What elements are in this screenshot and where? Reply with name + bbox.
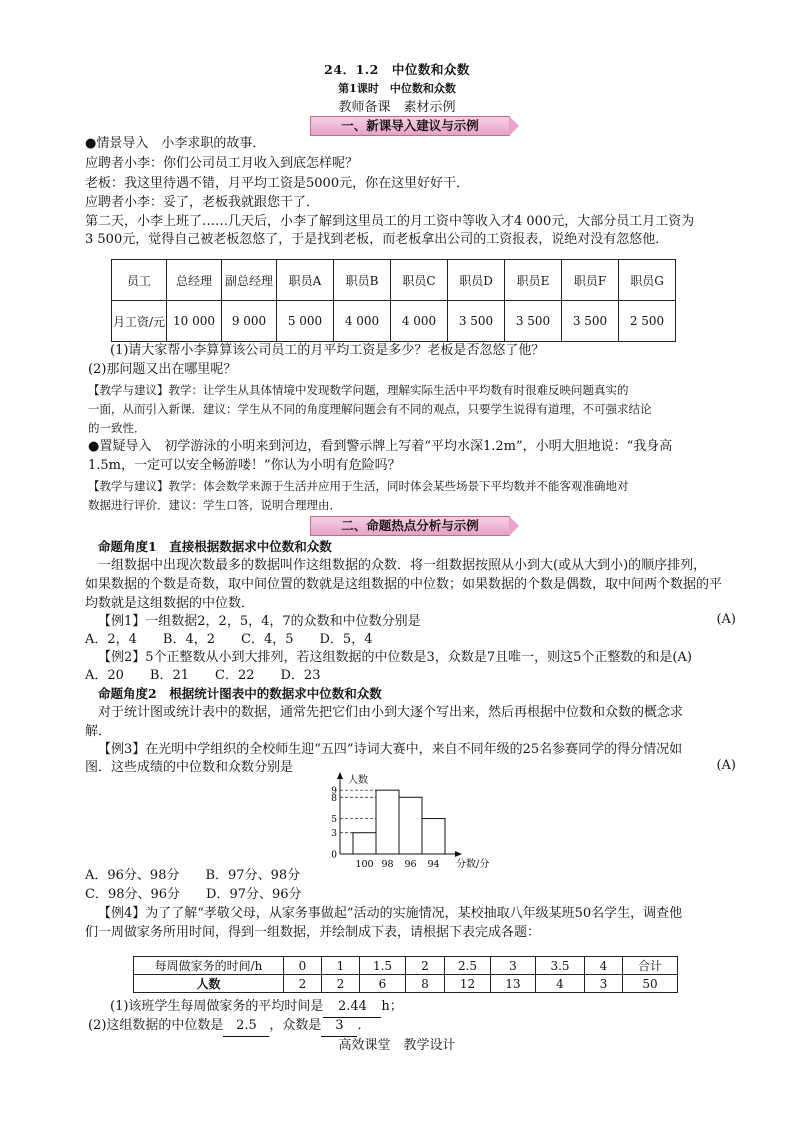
fill-question	[110, 997, 770, 1018]
angle-title: 命题角度1 直接根据数据求中位数和众数	[98, 539, 332, 554]
example-stem: 【例2】5个正整数从小到大排列，若这组数据的中位数是3，众数是7且唯一，则这5个正整数的和是(A)	[98, 650, 692, 665]
y-tick-label: 8	[331, 793, 337, 804]
table-cell: 50	[623, 975, 678, 993]
answer-blank: 3	[321, 1016, 357, 1037]
salary-table	[111, 259, 676, 342]
table-cell: 5 000	[277, 301, 334, 342]
table-cell: 9 000	[222, 301, 277, 342]
example-stem: 图．这些成绩的中位数和众数分别是	[85, 760, 294, 775]
table-cell: 4	[585, 957, 623, 975]
example-options: C．98分、96分 D．97分、96分	[85, 887, 302, 902]
answer-blank: 2.5	[223, 1016, 269, 1037]
angle-text: 解．	[85, 724, 112, 739]
question-text: ，众数是	[269, 1018, 322, 1033]
question-text: h；	[381, 999, 403, 1014]
page-footer: 高效课堂 教学设计	[338, 1038, 456, 1053]
table-cell: 3 500	[448, 301, 505, 342]
table-cell: 职员F	[562, 260, 619, 301]
table-cell: 每周做家务的时间/h	[134, 957, 284, 975]
table-cell: 3.5	[536, 957, 585, 975]
y-axis-arrow	[337, 772, 343, 779]
intro2-line: ●置疑导入 初学游泳的小明来到河边，看到警示牌上写着“平均水深1.2m”，小明大胆地说：“我身高	[88, 439, 673, 454]
x-tick-label: 98	[381, 859, 394, 870]
angle-text: 对于统计图或统计表中的数据，通常先把它们由小到大逐个写出来，然后再根据中位数和众数的概念求	[98, 705, 684, 720]
table-cell: 合计	[623, 957, 678, 975]
table-cell: 4 000	[391, 301, 448, 342]
table-cell: 职员C	[391, 260, 448, 301]
question-line: (2)那问题又出在哪里呢？	[88, 362, 237, 377]
advice-line: 一面，从而引入新课．建议：学生从不同的角度理解问题会有不同的观点，只要学生说得有道理，不可强求结论	[88, 402, 652, 416]
example-stem: 【例1】一组数据2，2，5，4，7的众数和中位数分别是	[98, 614, 421, 629]
table-row	[134, 975, 678, 993]
table-cell: 员工	[112, 260, 167, 301]
y-tick-label: 5	[331, 815, 337, 826]
table-cell: 总经理	[167, 260, 222, 301]
table-row	[112, 260, 676, 301]
table-cell: 2	[406, 957, 445, 975]
advice-line: 的一致性．	[88, 421, 146, 435]
advice-line: 【教学与建议】教学：体会数学来源于生活并应用于生活，同时体会某些场景下平均数并不能客观准确地对	[88, 479, 629, 493]
angle-text: 如果数据的个数是奇数，取中间位置的数就是这组数据的中位数；如果数据的个数是偶数，取中间两个数据的平	[85, 577, 723, 592]
section-heading: 教师备课 素材示例	[338, 100, 456, 115]
table-cell: 2.5	[445, 957, 491, 975]
intro-line: 应聘者小李：你们公司员工月收入到底怎样呢？	[85, 156, 359, 171]
advice-line: 【教学与建议】教学：让学生从具体情境中发现数学问题，理解实际生活中平均数有时很难反映问题真实的	[88, 383, 629, 397]
table-cell: 职员E	[505, 260, 562, 301]
table-cell: 10 000	[167, 301, 222, 342]
table-cell: 2	[322, 975, 360, 993]
table-cell: 月工资/元	[112, 301, 167, 342]
example-stem: 们一周做家务所用时间，得到一组数据，并绘制成下表，请根据下表完成各题：	[85, 925, 541, 940]
page-title: 24．1.2 中位数和众数	[324, 62, 470, 77]
example-options: A．20 B．21 C．22 D．23	[85, 668, 321, 683]
x-tick-label: 100	[355, 859, 374, 870]
chores-table	[133, 956, 678, 993]
bar	[376, 790, 399, 854]
angle-title: 命题角度2 根据统计图表中的数据求中位数和众数	[98, 686, 382, 701]
example-answer: (A)	[716, 758, 736, 773]
y-tick-label: 3	[331, 829, 337, 840]
advice-line: 数据进行评价．建议：学生口答，说明合理理由．	[88, 498, 341, 512]
question-text: (2)这组数据的中位数是	[88, 1018, 224, 1033]
table-cell: 2 500	[619, 301, 676, 342]
example-options: A．96分、98分 B．97分、98分	[85, 868, 301, 883]
table-row	[134, 957, 678, 975]
example-stem: 【例3】在光明中学组织的全校师生迎“五四”诗词大赛中，来自不同年级的25名参赛同学的得分情况如	[98, 742, 683, 757]
table-cell: 3 500	[562, 301, 619, 342]
y-tick-label: 9	[331, 786, 337, 797]
table-cell: 职员A	[277, 260, 334, 301]
intro-line: 老板：我这里待遇不错，月平均工资是5000元，你在这里好好干．	[85, 176, 470, 191]
table-cell: 1	[322, 957, 360, 975]
intro-line: 第二天，小李上班了……几天后，小李了解到这里员工的月工资中等收入才4 000元，大部分员工月工资为	[85, 214, 695, 229]
intro-line: ●情景导入 小李求职的故事．	[85, 136, 266, 151]
question-text: ．	[357, 1018, 371, 1033]
bar	[353, 833, 376, 854]
example-stem: 【例4】为了了解“孝敬父母，从家务事做起”活动的实施情况，某校抽取八年级某班50名学生，调查他	[98, 906, 683, 921]
x-axis-arrow	[455, 851, 462, 857]
table-cell: 12	[445, 975, 491, 993]
intro-line: 3 500元，觉得自己被老板忽悠了，于是找到老板，而老板拿出公司的工资报表，说绝对没有忽悠他．	[85, 232, 669, 247]
question-text: (1)该班学生每周做家务的平均时间是	[110, 999, 324, 1014]
table-cell: 人数	[134, 975, 284, 993]
table-cell: 8	[406, 975, 445, 993]
answer-blank: 2.44	[323, 997, 381, 1018]
bar	[399, 797, 422, 854]
table-cell: 3	[491, 957, 536, 975]
table-cell: 4	[536, 975, 585, 993]
x-axis-label: 分数/分	[456, 859, 490, 870]
angle-text: 均数就是这组数据的中位数．	[85, 596, 255, 611]
table-row	[112, 301, 676, 342]
intro-line: 应聘者小李：妥了，老板我就跟您干了．	[85, 195, 320, 210]
question-line: (1)请大家帮小李算算该公司员工的月平均工资是多少？老板是否忽悠了他？	[110, 343, 545, 358]
table-cell: 1.5	[360, 957, 406, 975]
y-tick-label: 0	[331, 850, 337, 861]
table-cell: 2	[284, 975, 322, 993]
x-tick-label: 94	[427, 859, 440, 870]
table-cell: 3	[585, 975, 623, 993]
table-cell: 4 000	[334, 301, 391, 342]
x-tick-label: 96	[404, 859, 417, 870]
table-cell: 职员D	[448, 260, 505, 301]
banner-intro: 一、新课导入建议与示例	[310, 116, 510, 136]
table-cell: 副总经理	[222, 260, 277, 301]
angle-text: 一组数据中出现次数最多的数据叫作这组数据的众数．将一组数据按照从小到大(或从大到小)的顺序排列，	[98, 558, 707, 573]
table-cell: 6	[360, 975, 406, 993]
y-axis-label: 人数	[348, 775, 368, 786]
bar	[422, 819, 445, 854]
score-bar-chart	[310, 770, 510, 870]
example-options: A．2，4 B．4，2 C．4，5 D．5，4	[85, 632, 373, 647]
intro2-line: 1.5m，一定可以安全畅游喽！”你认为小明有危险吗？	[88, 458, 401, 473]
table-cell: 0	[284, 957, 322, 975]
banner-analysis: 二、命题热点分析与示例	[310, 516, 510, 536]
table-cell: 3 500	[505, 301, 562, 342]
table-cell: 13	[491, 975, 536, 993]
table-cell: 职员B	[334, 260, 391, 301]
example-answer: (A)	[716, 612, 736, 627]
lesson-subtitle: 第1课时 中位数和众数	[338, 82, 456, 95]
table-cell: 职员G	[619, 260, 676, 301]
